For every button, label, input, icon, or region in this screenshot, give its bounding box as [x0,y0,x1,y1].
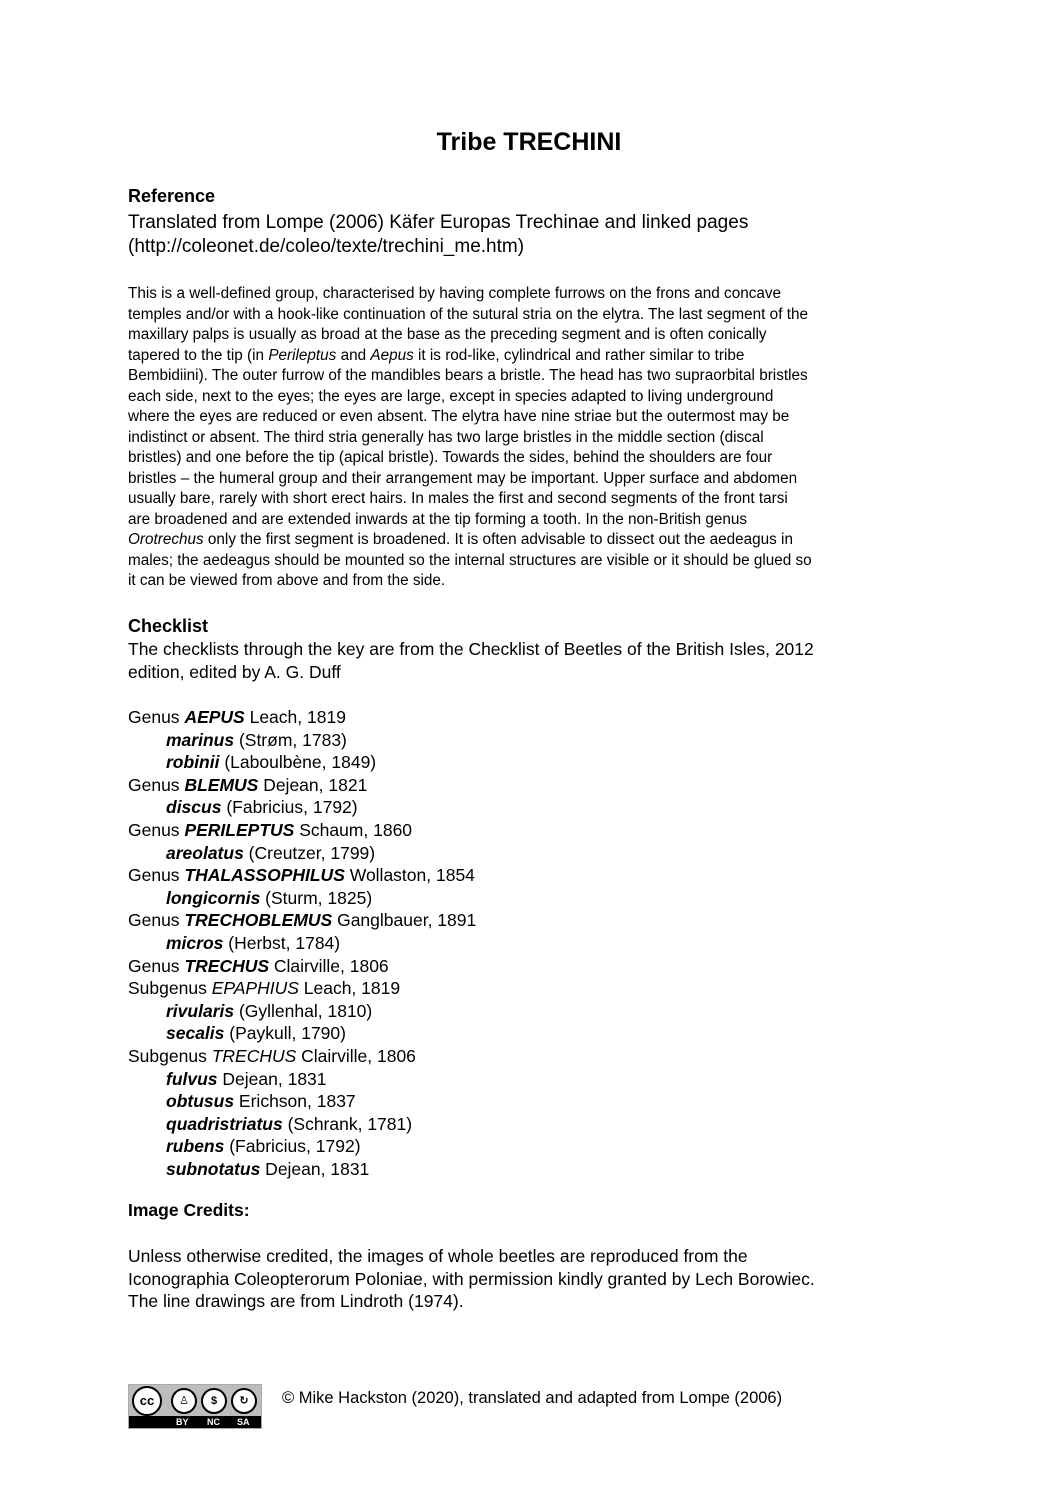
checklist-genus-row [128,706,476,729]
taxon-name: subnotatus [166,1158,261,1179]
taxon-name: BLEMUS [184,774,259,795]
taxon-authority: Wollaston, 1854 [344,865,475,886]
taxon-authority: Clairville, 1806 [296,1045,416,1066]
taxon-rank: Genus [128,707,185,727]
checklist-subgenus-row [128,1045,476,1068]
taxon-authority: Dejean, 1831 [217,1068,327,1089]
description-line: bristles) and one before the tip (apical bristle). Towards the sides, behind the shoulders are four [128,449,773,466]
taxon-name: marinus [166,729,235,750]
checklist-species-row [128,1113,476,1136]
taxon-name: TRECHUS [184,955,270,976]
taxon-authority: (Fabricius, 1792) [221,797,358,818]
taxon-authority: (Paykull, 1790) [224,1023,346,1044]
taxon-rank: Genus [128,910,185,931]
sharealike-icon: ↻ [231,1388,257,1414]
description-line: Orotrechus only the first segment is broadened. It is often advisable to dissect out the aedeagus in [128,531,793,548]
description-line: each side, next to the eyes; the eyes are large, except in species adapted to living underground [128,387,774,405]
taxon-authority: (Fabricius, 1792) [224,1136,361,1157]
taxon-name: secalis [166,1023,225,1044]
checklist-genus-row [128,774,476,797]
description-line: This is a well-defined group, characterised by having complete furrows on the frons and concave [128,285,782,302]
taxon-name: THALASSOPHILUS [184,865,345,886]
checklist-species-row [128,729,476,752]
description-line: indistinct or absent. The third stria generally has two large bristles in the middle section (discal [128,428,764,446]
checklist-species-row [128,1000,476,1023]
reference-url: (http://coleonet.de/coleo/texte/trechini_me.htm) [128,236,525,257]
taxon-authority: Leach, 1819 [244,707,346,727]
taxon-rank: Subgenus [128,1045,212,1066]
taxon-authority: (Creutzer, 1799) [243,842,376,863]
description-line: usually bare, rarely with short erect hairs. In males the first and second segments of the front tarsi [128,490,788,507]
image-credits-heading: Image Credits: [128,1200,250,1220]
description-paragraph [128,284,933,592]
taxon-name: TRECHUS [211,1045,297,1066]
by-label: BY [176,1417,189,1427]
taxon-name: fulvus [166,1068,218,1089]
checklist-species-row [128,932,476,955]
taxon-authority: Dejean, 1821 [258,774,368,795]
checklist-species-row [128,796,476,819]
checklist-heading: Checklist [128,616,209,636]
genus-mention: Orotrechus [128,531,204,548]
cc-icon: cc [132,1386,162,1416]
taxon-name: robinii [166,752,220,773]
attribution-icon: ♙ [171,1388,197,1414]
taxon-authority: Erichson, 1837 [234,1091,356,1112]
taxon-rank: Genus [128,819,185,840]
description-line: males; the aedeagus should be mounted so the internal structures are visible or it should be glued so [128,551,812,569]
taxon-name: micros [166,932,224,953]
taxon-name: PERILEPTUS [184,819,295,840]
description-line: it can be viewed from above and from the side. [128,572,446,589]
noncommercial-icon: $ [201,1388,227,1414]
reference-source: Translated from Lompe (2006) Käfer Europas Trechinae and linked pages [128,212,749,233]
description-line: where the eyes are reduced or even absent. The elytra have nine striae but the outermost may be [128,408,790,425]
image-credits-text [128,1245,815,1313]
description-line: maxillary palps is usually as broad at the base as the preceding segment and is often conically [128,326,767,343]
checklist-subgenus-row [128,977,476,1000]
checklist-species-row [128,1068,476,1091]
checklist-genus-row [128,955,476,978]
taxon-authority: Ganglbauer, 1891 [332,910,477,931]
taxon-authority: (Herbst, 1784) [223,932,341,953]
checklist-genus-row [128,864,476,887]
taxon-name: discus [166,797,222,818]
genus-mention: Aepus [370,346,414,364]
taxon-rank: Genus [128,955,185,976]
cc-license-badge [128,1384,262,1429]
taxon-name: TRECHOBLEMUS [184,910,333,931]
checklist-species-row [128,751,476,774]
taxon-checklist [128,706,476,1180]
checklist-species-row [128,887,476,910]
taxon-name: longicornis [166,887,261,908]
taxon-name: areolatus [166,842,244,863]
taxon-name: obtusus [166,1091,235,1112]
genus-mention: Perileptus [268,346,337,364]
taxon-rank: Genus [128,774,185,795]
checklist-species-row [128,1090,476,1113]
taxon-authority: (Strøm, 1783) [234,729,347,750]
credits-line: Unless otherwise credited, the images of whole beetles are reproduced from the [128,1246,748,1266]
checklist-intro-line: edition, edited by A. G. Duff [128,662,341,682]
checklist-genus-row [128,819,476,842]
copyright-footer: © Mike Hackston (2020), translated and adapted from Lompe (2006) [282,1389,783,1407]
credits-line: The line drawings are from Lindroth (1974). [128,1291,464,1311]
taxon-authority: (Schrank, 1781) [282,1113,413,1134]
taxon-authority: Dejean, 1831 [260,1158,370,1179]
nc-label: NC [207,1417,220,1427]
taxon-authority: Leach, 1819 [298,978,401,999]
checklist-intro [128,638,814,684]
taxon-authority: (Gyllenhal, 1810) [234,1000,373,1021]
taxon-authority: (Laboulbène, 1849) [219,752,377,773]
description-line: Bembidiini). The outer furrow of the mandibles bears a bristle. The head has two supraorbital bristles [128,367,808,384]
description-line: temples and/or with a hook-like continuation of the sutural stria on the elytra. The last segment of the [128,305,808,323]
taxon-authority: (Sturm, 1825) [260,887,373,908]
checklist-species-row [128,1135,476,1158]
reference-heading: Reference [128,186,216,206]
sa-label: SA [237,1417,250,1427]
taxon-rank: Subgenus [128,978,212,999]
checklist-species-row [128,1022,476,1045]
taxon-name: rivularis [166,1000,235,1021]
credits-line: Iconographia Coleopterorum Poloniae, with permission kindly granted by Lech Borowiec. [128,1268,815,1289]
page-title: Tribe TRECHINI [436,128,622,156]
checklist-species-row [128,1158,476,1181]
taxon-authority: Clairville, 1806 [269,955,389,976]
taxon-name: AEPUS [184,707,245,727]
taxon-name: rubens [166,1136,225,1157]
description-line: bristles – the humeral group and their arrangement may be important. Upper surface and abdomen [128,469,798,487]
taxon-name: quadristriatus [166,1113,283,1134]
checklist-intro-line: The checklists through the key are from the Checklist of Beetles of the British Isles, 2012 [128,639,814,659]
taxon-authority: Schaum, 1860 [294,819,413,840]
description-line: are broadened and are extended inwards at the tip forming a tooth. In the non-British genus [128,510,748,528]
checklist-genus-row [128,909,476,932]
taxon-rank: Genus [128,865,185,886]
checklist-species-row [128,842,476,865]
taxon-name: EPAPHIUS [211,978,299,999]
description-line: tapered to the tip (in Perileptus and Aepus it is rod-like, cylindrical and rather similar to tribe [128,346,745,364]
